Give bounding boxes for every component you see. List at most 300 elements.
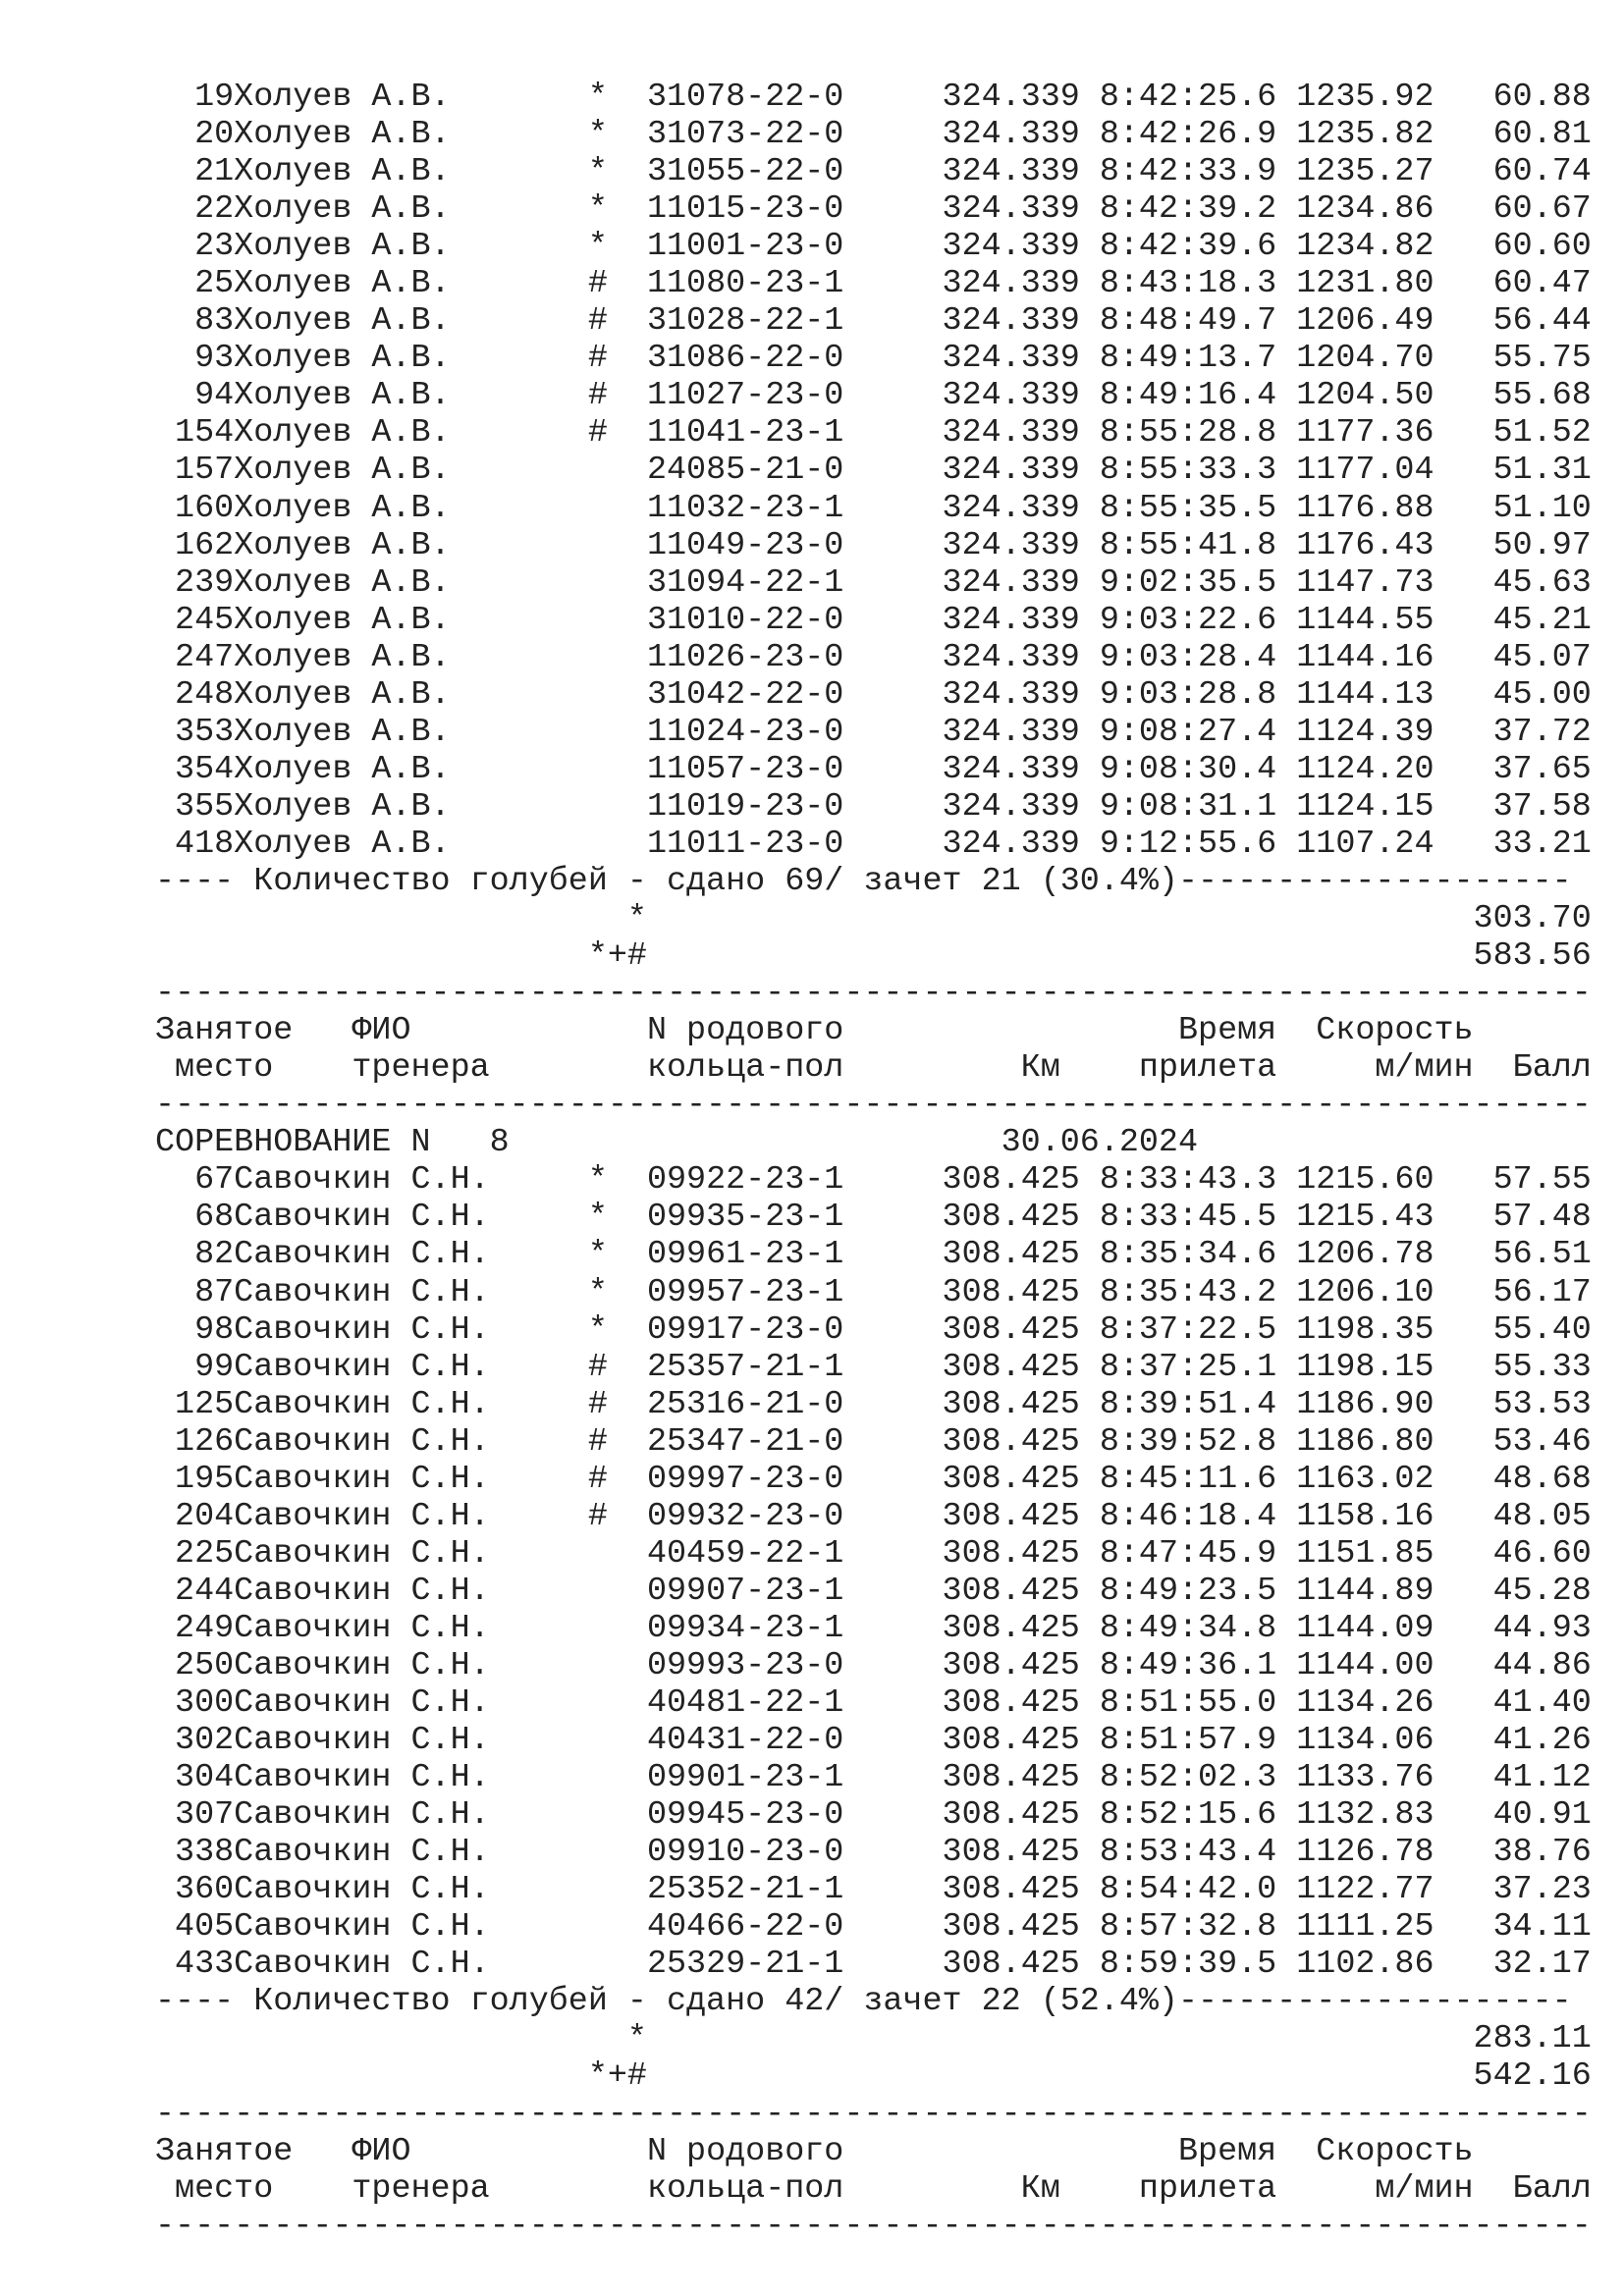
ring-cell: 09917-23-0: [646, 1310, 864, 1349]
place-cell: 126: [155, 1422, 235, 1461]
mark-cell: [588, 1796, 647, 1834]
score-cell: 60.74: [1434, 153, 1592, 191]
name-cell: Холуев А.В.: [234, 302, 588, 341]
mark-cell: [588, 1573, 647, 1610]
summary: ---- Количество голубей - сдано 42/ зачет 22 (52.4%)--------------------: [155, 1983, 1592, 2021]
ring-cell: 09901-23-1: [646, 1759, 864, 1797]
table-row: [155, 1722, 1592, 1759]
ring-cell: 25316-21-0: [646, 1385, 864, 1423]
speed-cell: 1124.15: [1276, 787, 1435, 826]
table-row: [155, 1796, 1592, 1834]
km-cell: 324.339: [863, 377, 1080, 415]
place-cell: 433: [155, 1946, 235, 1984]
ring-cell: 31094-22-1: [646, 563, 864, 602]
time-cell: 8:35:34.6: [1079, 1236, 1277, 1274]
time-cell: 8:42:39.2: [1079, 190, 1277, 229]
time-cell: 8:35:43.2: [1079, 1273, 1277, 1311]
km-cell: 308.425: [863, 1796, 1080, 1835]
place-cell: 157: [155, 452, 235, 490]
table-row: [155, 751, 1592, 788]
col-fio: ФИО: [352, 2132, 647, 2170]
place-cell: 125: [155, 1385, 235, 1423]
rule: -------------------------------------------------------------------------: [155, 2095, 1592, 2133]
km-cell: 308.425: [863, 1609, 1080, 1647]
table-row: [155, 788, 1592, 826]
time-cell: 8:42:25.6: [1079, 79, 1277, 116]
mark-cell: [588, 1946, 647, 1983]
score-cell: 45.63: [1434, 563, 1592, 602]
time-cell: 8:33:45.5: [1079, 1199, 1277, 1237]
score-cell: 45.28: [1434, 1572, 1592, 1610]
mark-cell: [588, 452, 647, 489]
score-cell: 48.05: [1434, 1497, 1592, 1535]
name-cell: Савочкин С.Н.: [234, 1497, 588, 1535]
col-ring: N родового: [646, 2132, 884, 2170]
speed-cell: 1234.82: [1276, 228, 1435, 266]
place-cell: 94: [155, 377, 235, 415]
place-cell: 23: [155, 228, 235, 266]
ring-cell: 31010-22-0: [646, 601, 864, 639]
table-row: [155, 1461, 1592, 1498]
name-cell: Савочкин С.Н.: [234, 1834, 588, 1872]
place-cell: 225: [155, 1534, 235, 1573]
name-cell: Холуев А.В.: [234, 675, 588, 714]
speed-cell: 1235.27: [1276, 153, 1435, 191]
km-cell: 308.425: [863, 1684, 1080, 1723]
ring-cell: 11024-23-0: [646, 713, 864, 751]
col-speed: м/мин: [1276, 1049, 1474, 1088]
km-cell: 308.425: [863, 1834, 1080, 1872]
name-cell: Холуев А.В.: [234, 340, 588, 378]
col-score: [1474, 2133, 1592, 2170]
table-row: [155, 1349, 1592, 1386]
name-cell: Савочкин С.Н.: [234, 1199, 588, 1237]
ring-cell: 31086-22-0: [646, 340, 864, 378]
speed-cell: 1176.43: [1276, 526, 1435, 564]
km-cell: 324.339: [863, 713, 1080, 751]
place-cell: 247: [155, 638, 235, 676]
total-line: [155, 900, 1592, 937]
ring-cell: 31042-22-0: [646, 675, 864, 714]
speed-cell: 1204.70: [1276, 340, 1435, 378]
km-cell: 324.339: [863, 190, 1080, 229]
mark-cell: [588, 676, 647, 714]
total-label: *: [155, 900, 647, 938]
table-row: [155, 79, 1592, 116]
competition-name: СОРЕВНОВАНИЕ N 8: [155, 1124, 1001, 1162]
name-cell: Савочкин С.Н.: [234, 1759, 588, 1797]
table-row: [155, 564, 1592, 602]
place-cell: 338: [155, 1834, 235, 1872]
table-row: [155, 602, 1592, 639]
total-value: 303.70: [646, 900, 1592, 938]
place-cell: 99: [155, 1348, 235, 1386]
ring-cell: 25357-21-1: [646, 1348, 864, 1386]
speed-cell: 1235.92: [1276, 79, 1435, 116]
time-cell: 8:46:18.4: [1079, 1497, 1277, 1535]
table-row: [155, 1834, 1592, 1871]
ring-cell: 11019-23-0: [646, 787, 864, 826]
name-cell: Холуев А.В.: [234, 601, 588, 639]
table-row: [155, 1610, 1592, 1647]
ring-cell: 09997-23-0: [646, 1460, 864, 1498]
competition-title: [155, 1124, 1592, 1161]
score-cell: 41.40: [1434, 1684, 1592, 1723]
place-cell: 300: [155, 1684, 235, 1723]
time-cell: 9:08:30.4: [1079, 750, 1277, 788]
ring-cell: 09993-23-0: [646, 1646, 864, 1684]
name-cell: Савочкин С.Н.: [234, 1161, 588, 1200]
table-row: [155, 452, 1592, 489]
col-fio: тренера: [352, 2169, 647, 2208]
col-km: Км: [883, 2169, 1060, 2208]
score-cell: 38.76: [1434, 1834, 1592, 1872]
col-ring: кольца-пол: [646, 2169, 884, 2208]
score-cell: 60.60: [1434, 228, 1592, 266]
name-cell: Савочкин С.Н.: [234, 1348, 588, 1386]
col-km: Км: [883, 1049, 1060, 1088]
name-cell: Савочкин С.Н.: [234, 1385, 588, 1423]
score-cell: 57.48: [1434, 1199, 1592, 1237]
time-cell: 8:49:34.8: [1079, 1609, 1277, 1647]
km-cell: 308.425: [863, 1946, 1080, 1984]
km-cell: 324.339: [863, 414, 1080, 453]
km-cell: 308.425: [863, 1422, 1080, 1461]
summary-line: [155, 1983, 1592, 2020]
km-cell: 308.425: [863, 1497, 1080, 1535]
speed-cell: 1124.39: [1276, 713, 1435, 751]
score-cell: 53.53: [1434, 1385, 1592, 1423]
total-label: *+#: [155, 937, 647, 976]
km-cell: 308.425: [863, 1236, 1080, 1274]
mark-cell: #: [587, 377, 647, 415]
time-cell: 8:33:43.3: [1079, 1161, 1277, 1200]
speed-cell: 1177.04: [1276, 452, 1435, 490]
mark-cell: #: [587, 1422, 647, 1461]
mark-cell: *: [587, 1273, 647, 1311]
table-row: [155, 1423, 1592, 1461]
col-km: [883, 1012, 1059, 1049]
table-row: [155, 153, 1592, 190]
km-cell: 308.425: [863, 1646, 1080, 1684]
score-cell: 60.47: [1434, 265, 1592, 303]
speed-cell: 1144.55: [1276, 601, 1435, 639]
km-cell: 324.339: [863, 675, 1080, 714]
col-fio: ФИО: [352, 1012, 647, 1050]
mark-cell: *: [587, 190, 647, 229]
score-cell: 44.86: [1434, 1646, 1592, 1684]
speed-cell: 1177.36: [1276, 414, 1435, 453]
col-speed: Скорость: [1276, 2132, 1474, 2170]
mark-cell: [588, 1535, 647, 1573]
ring-cell: 11080-23-1: [646, 265, 864, 303]
speed-cell: 1198.15: [1276, 1348, 1435, 1386]
time-cell: 9:08:31.1: [1079, 787, 1277, 826]
mark-cell: #: [587, 414, 647, 453]
mark-cell: *: [587, 228, 647, 266]
place-cell: 353: [155, 713, 235, 751]
speed-cell: 1134.06: [1276, 1722, 1435, 1760]
ring-cell: 11026-23-0: [646, 638, 864, 676]
total-label: *: [155, 2020, 647, 2058]
speed-cell: 1107.24: [1276, 825, 1435, 863]
place-cell: 83: [155, 302, 235, 341]
km-cell: 308.425: [863, 1161, 1080, 1200]
mark-cell: [588, 1834, 647, 1871]
mark-cell: #: [587, 1348, 647, 1386]
speed-cell: 1206.49: [1276, 302, 1435, 341]
km-cell: 324.339: [863, 302, 1080, 341]
mark-cell: *: [587, 1199, 647, 1237]
col-speed: м/мин: [1276, 2169, 1474, 2208]
km-cell: 324.339: [863, 79, 1080, 116]
km-cell: 308.425: [863, 1348, 1080, 1386]
km-cell: 308.425: [863, 1722, 1080, 1760]
time-cell: 9:03:28.8: [1079, 675, 1277, 714]
mark-cell: #: [587, 265, 647, 303]
time-cell: 9:02:35.5: [1079, 563, 1277, 602]
km-cell: 324.339: [863, 638, 1080, 676]
results-document: [155, 79, 1592, 2245]
time-cell: 8:49:36.1: [1079, 1646, 1277, 1684]
time-cell: 9:03:28.4: [1079, 638, 1277, 676]
rule: -------------------------------------------------------------------------: [155, 975, 1592, 1013]
table-row: [155, 1535, 1592, 1573]
table-row: [155, 714, 1592, 751]
score-cell: 51.31: [1434, 452, 1592, 490]
place-cell: 195: [155, 1460, 235, 1498]
mark-cell: [588, 714, 647, 751]
speed-cell: 1186.80: [1276, 1422, 1435, 1461]
col-place: место: [175, 1049, 352, 1088]
table-row: [155, 1498, 1592, 1535]
table-row: [155, 340, 1592, 377]
speed-cell: 1206.10: [1276, 1273, 1435, 1311]
header-line: [155, 2133, 1592, 2170]
total-line: [155, 2057, 1592, 2095]
col-score: Балл: [1473, 1049, 1592, 1088]
km-cell: 324.339: [863, 787, 1080, 826]
speed-cell: 1235.82: [1276, 116, 1435, 154]
score-cell: 44.93: [1434, 1609, 1592, 1647]
time-cell: 9:12:55.6: [1079, 825, 1277, 863]
place-cell: 302: [155, 1722, 235, 1760]
name-cell: Холуев А.В.: [234, 265, 588, 303]
name-cell: Холуев А.В.: [234, 79, 588, 116]
score-cell: 55.68: [1434, 377, 1592, 415]
ring-cell: 31078-22-0: [646, 79, 864, 116]
speed-cell: 1122.77: [1276, 1871, 1435, 1909]
table-row: [155, 377, 1592, 414]
name-cell: Савочкин С.Н.: [234, 1273, 588, 1311]
name-cell: Холуев А.В.: [234, 526, 588, 564]
col-km: [883, 2133, 1059, 2170]
name-cell: Холуев А.В.: [234, 638, 588, 676]
mark-cell: #: [587, 1460, 647, 1498]
time-cell: 8:45:11.6: [1079, 1460, 1277, 1498]
time-cell: 8:42:33.9: [1079, 153, 1277, 191]
place-cell: 160: [155, 489, 235, 527]
speed-cell: 1186.90: [1276, 1385, 1435, 1423]
km-cell: 308.425: [863, 1908, 1080, 1947]
mark-cell: [588, 1684, 647, 1722]
speed-cell: 1158.16: [1276, 1497, 1435, 1535]
col-place: Занятое: [155, 1012, 352, 1050]
time-cell: 8:51:57.9: [1079, 1722, 1277, 1760]
time-cell: 8:59:39.5: [1079, 1946, 1277, 1984]
time-cell: 8:51:55.0: [1079, 1684, 1277, 1723]
score-cell: 51.10: [1434, 489, 1592, 527]
ring-cell: 09910-23-0: [646, 1834, 864, 1872]
ring-cell: 09907-23-1: [646, 1572, 864, 1610]
score-cell: 34.11: [1434, 1908, 1592, 1947]
speed-cell: 1151.85: [1276, 1534, 1435, 1573]
speed-cell: 1231.80: [1276, 265, 1435, 303]
place-cell: 355: [155, 787, 235, 826]
score-cell: 46.60: [1434, 1534, 1592, 1573]
place-cell: 249: [155, 1609, 235, 1647]
ring-cell: 24085-21-0: [646, 452, 864, 490]
time-cell: 8:49:23.5: [1079, 1572, 1277, 1610]
table-row: [155, 826, 1592, 863]
place-cell: 22: [155, 190, 235, 229]
ring-cell: 40431-22-0: [646, 1722, 864, 1760]
table-row: [155, 1386, 1592, 1423]
score-cell: 32.17: [1434, 1946, 1592, 1984]
speed-cell: 1163.02: [1276, 1460, 1435, 1498]
place-cell: 68: [155, 1199, 235, 1237]
name-cell: Савочкин С.Н.: [234, 1684, 588, 1723]
score-cell: 55.75: [1434, 340, 1592, 378]
score-cell: 60.88: [1434, 79, 1592, 116]
place-cell: 250: [155, 1646, 235, 1684]
name-cell: Савочкин С.Н.: [234, 1236, 588, 1274]
time-cell: 8:52:02.3: [1079, 1759, 1277, 1797]
table-row: [155, 1759, 1592, 1796]
score-cell: 37.23: [1434, 1871, 1592, 1909]
ring-cell: 11032-23-1: [646, 489, 864, 527]
score-cell: 60.81: [1434, 116, 1592, 154]
name-cell: Холуев А.В.: [234, 153, 588, 191]
speed-cell: 1215.60: [1276, 1161, 1435, 1200]
ring-cell: 40459-22-1: [646, 1534, 864, 1573]
score-cell: 60.67: [1434, 190, 1592, 229]
score-cell: 53.46: [1434, 1422, 1592, 1461]
name-cell: Савочкин С.Н.: [234, 1946, 588, 1984]
place-cell: 25: [155, 265, 235, 303]
ring-cell: 11057-23-0: [646, 750, 864, 788]
place-cell: 405: [155, 1908, 235, 1947]
ring-cell: 31028-22-1: [646, 302, 864, 341]
time-cell: 9:03:22.6: [1079, 601, 1277, 639]
name-cell: Холуев А.В.: [234, 750, 588, 788]
km-cell: 324.339: [863, 153, 1080, 191]
time-cell: 8:55:28.8: [1079, 414, 1277, 453]
name-cell: Холуев А.В.: [234, 489, 588, 527]
km-cell: 308.425: [863, 1273, 1080, 1311]
place-cell: 248: [155, 675, 235, 714]
time-cell: 8:52:15.6: [1079, 1796, 1277, 1835]
ring-cell: 11001-23-0: [646, 228, 864, 266]
rule: -------------------------------------------------------------------------: [155, 1087, 1592, 1125]
speed-cell: 1144.09: [1276, 1609, 1435, 1647]
col-fio: тренера: [352, 1049, 647, 1088]
score-cell: 48.68: [1434, 1460, 1592, 1498]
time-cell: 8:42:39.6: [1079, 228, 1277, 266]
time-cell: 8:57:32.8: [1079, 1908, 1277, 1947]
table-row: [155, 676, 1592, 714]
name-cell: Холуев А.В.: [234, 563, 588, 602]
name-cell: Холуев А.В.: [234, 414, 588, 453]
name-cell: Савочкин С.Н.: [234, 1722, 588, 1760]
table-row: [155, 639, 1592, 676]
place-cell: 418: [155, 825, 235, 863]
place-cell: 307: [155, 1796, 235, 1835]
speed-cell: 1215.43: [1276, 1199, 1435, 1237]
place-cell: 244: [155, 1572, 235, 1610]
table-row: [155, 190, 1592, 228]
km-cell: 324.339: [863, 526, 1080, 564]
time-cell: 8:47:45.9: [1079, 1534, 1277, 1573]
score-cell: 41.26: [1434, 1722, 1592, 1760]
ring-cell: 31055-22-0: [646, 153, 864, 191]
speed-cell: 1132.83: [1276, 1796, 1435, 1835]
ring-cell: 25352-21-1: [646, 1871, 864, 1909]
ring-cell: 09935-23-1: [646, 1199, 864, 1237]
table-row: [155, 265, 1592, 302]
mark-cell: *: [587, 1236, 647, 1274]
mark-cell: [588, 564, 647, 602]
ring-cell: 25347-21-0: [646, 1422, 864, 1461]
total-value: 542.16: [646, 2057, 1592, 2096]
place-cell: 360: [155, 1871, 235, 1909]
km-cell: 324.339: [863, 452, 1080, 490]
header-line: [155, 1049, 1592, 1087]
ring-cell: 25329-21-1: [646, 1946, 864, 1984]
table-row: [155, 1161, 1592, 1199]
km-cell: 324.339: [863, 489, 1080, 527]
name-cell: Савочкин С.Н.: [234, 1646, 588, 1684]
mark-cell: *: [587, 153, 647, 191]
km-cell: 324.339: [863, 601, 1080, 639]
mark-cell: [588, 490, 647, 527]
name-cell: Савочкин С.Н.: [234, 1572, 588, 1610]
speed-cell: 1144.16: [1276, 638, 1435, 676]
mark-cell: #: [587, 340, 647, 378]
total-line: [155, 937, 1592, 975]
speed-cell: 1126.78: [1276, 1834, 1435, 1872]
score-cell: 55.40: [1434, 1310, 1592, 1349]
speed-cell: 1133.76: [1276, 1759, 1435, 1797]
summary-line: [155, 863, 1592, 900]
speed-cell: 1144.00: [1276, 1646, 1435, 1684]
place-cell: 67: [155, 1161, 235, 1200]
mark-cell: [588, 527, 647, 564]
mark-cell: [588, 1759, 647, 1796]
summary: ---- Количество голубей - сдано 69/ зачет 21 (30.4%)--------------------: [155, 862, 1592, 900]
col-speed: Скорость: [1276, 1012, 1474, 1050]
name-cell: Савочкин С.Н.: [234, 1609, 588, 1647]
table-row: [155, 1871, 1592, 1908]
speed-cell: 1147.73: [1276, 563, 1435, 602]
speed-cell: 1111.25: [1276, 1908, 1435, 1947]
ring-cell: 11027-23-0: [646, 377, 864, 415]
col-place: место: [175, 2169, 352, 2208]
ring-cell: 09961-23-1: [646, 1236, 864, 1274]
km-cell: 324.339: [863, 340, 1080, 378]
speed-cell: 1206.78: [1276, 1236, 1435, 1274]
place-cell: 245: [155, 601, 235, 639]
